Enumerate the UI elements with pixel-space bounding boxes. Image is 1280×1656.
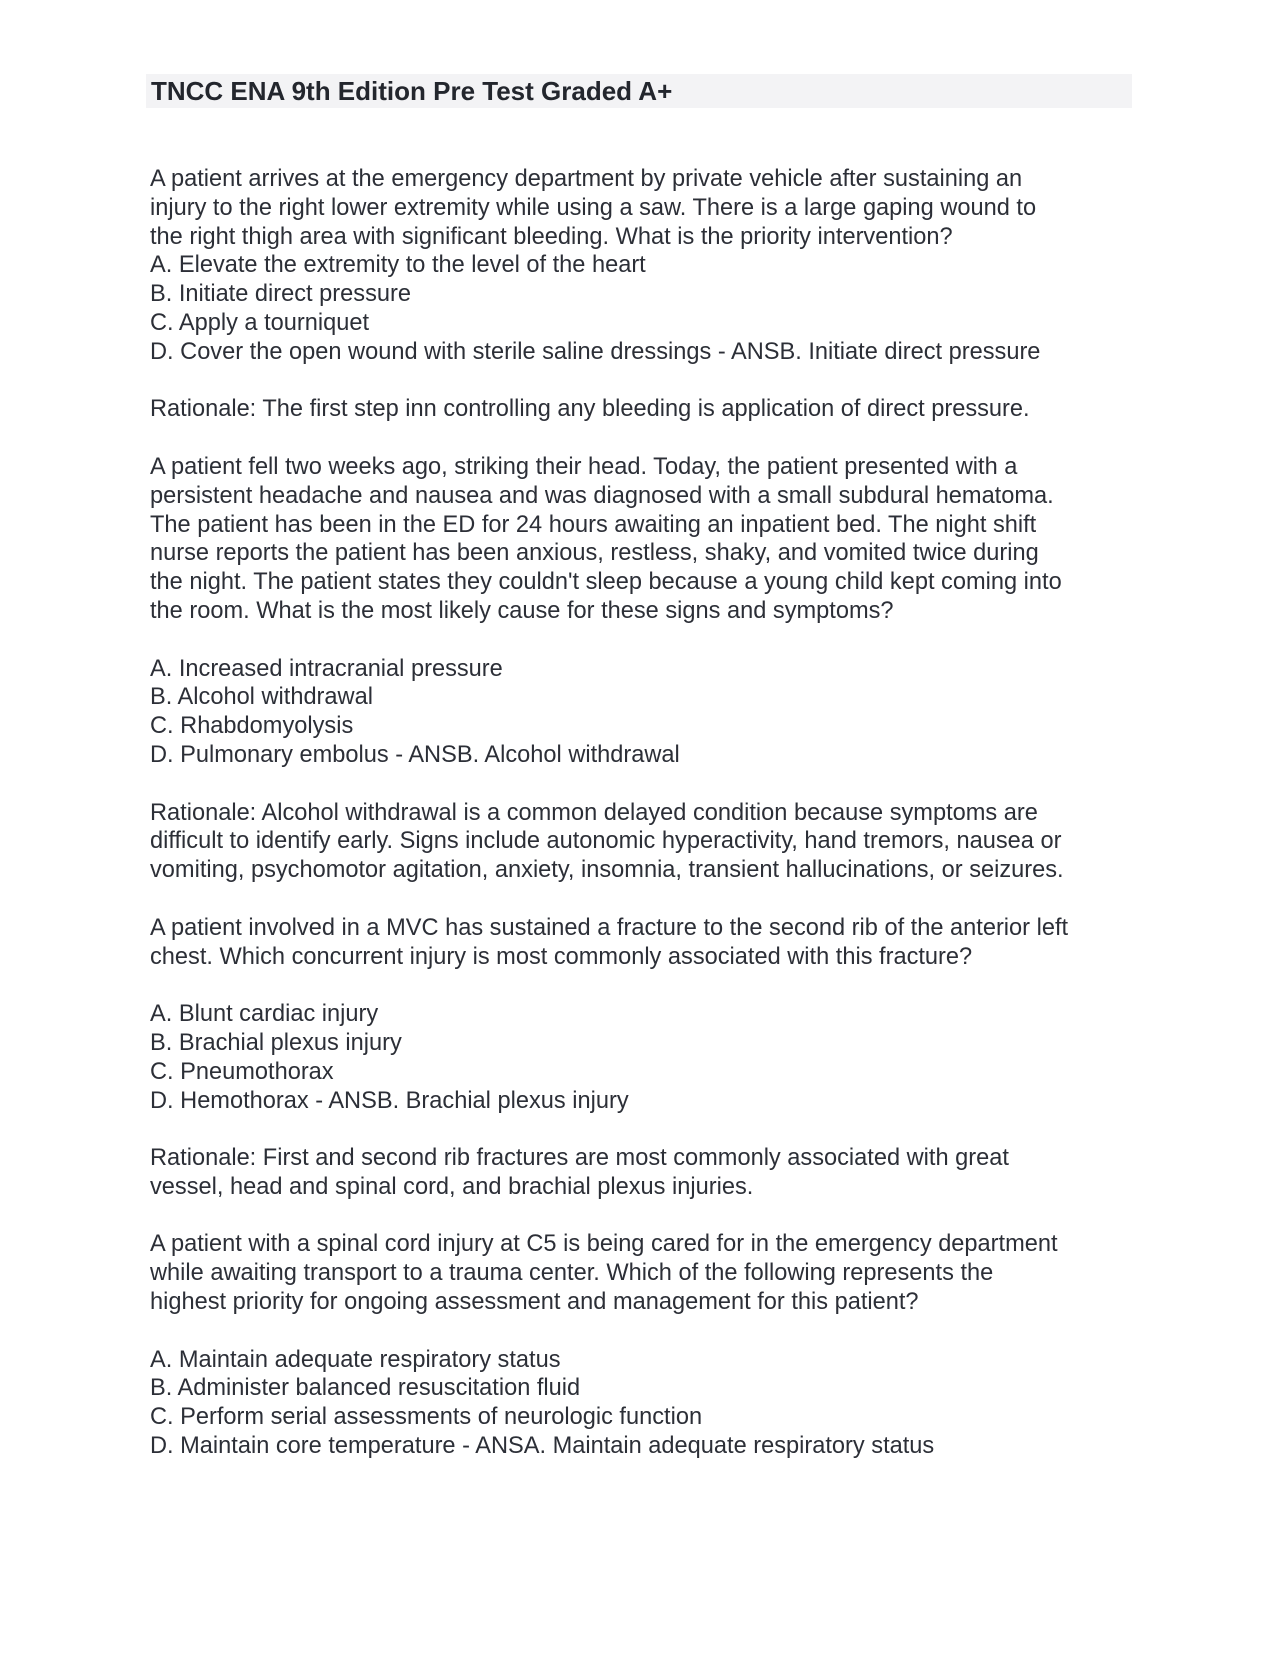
answer-option: A. Blunt cardiac injury <box>150 1001 379 1028</box>
text-line: the right thigh area with significant bleeding. What is the priority intervention? <box>150 223 953 250</box>
text-line: vessel, head and spinal cord, and brachial plexus injuries. <box>150 1173 754 1200</box>
text-line: Rationale: First and second rib fractures are most commonly associated with great <box>150 1145 1009 1172</box>
text-line: persistent headache and nausea and was diagnosed with a small subdural hematoma. <box>150 482 1054 509</box>
question-text <box>150 1230 1140 1316</box>
answer-option: D. Maintain core temperature - ANSA. Maintain adequate respiratory status <box>150 1433 935 1460</box>
text-line: A patient with a spinal cord injury at C5 is being cared for in the emergency department <box>150 1231 1058 1258</box>
text-line: A patient arrives at the emergency department by private vehicle after sustaining an <box>150 166 1023 192</box>
question-item <box>150 914 1140 1202</box>
answer-option: B. Initiate direct pressure <box>150 281 411 308</box>
text-line: injury to the right lower extremity while using a saw. There is a large gaping wound to <box>150 194 1037 221</box>
text-line: the room. What is the most likely cause for these signs and symptoms? <box>150 597 894 624</box>
answer-options <box>150 1346 1140 1461</box>
text-line: A patient fell two weeks ago, striking their head. Today, the patient presented with a <box>150 453 1018 480</box>
answer-option: C. Perform serial assessments of neurologic function <box>150 1404 703 1431</box>
document-body <box>150 165 1140 1490</box>
text-line: A patient involved in a MVC has sustained a fracture to the second rib of the anterior left <box>150 914 1069 941</box>
answer-option: D. Hemothorax - ANSB. Brachial plexus injury <box>150 1087 629 1114</box>
question-item <box>150 165 1140 424</box>
answer-option: C. Rhabdomyolysis <box>150 713 354 740</box>
text-line: highest priority for ongoing assessment and management for this patient? <box>150 1289 919 1316</box>
answer-option: D. Pulmonary embolus - ANSB. Alcohol withdrawal <box>150 741 680 768</box>
answer-option: C. Apply a tourniquet <box>150 309 370 336</box>
text-line: vomiting, psychomotor agitation, anxiety, insomnia, transient hallucinations, or seizures. <box>150 857 1064 884</box>
question-item <box>150 453 1140 885</box>
answer-option: C. Pneumothorax <box>150 1058 334 1085</box>
rationale-text <box>150 1144 1140 1202</box>
text-line: nurse reports the patient has been anxious, restless, shaky, and vomited twice during <box>150 540 1039 567</box>
answer-option: D. Cover the open wound with sterile saline dressings - ANSB. Initiate direct pressure <box>150 338 1041 365</box>
question-text <box>150 914 1140 972</box>
rationale-text <box>150 799 1140 885</box>
text-line: Rationale: The first step inn controlling any bleeding is application of direct pressure. <box>150 396 1030 423</box>
answer-option: B. Alcohol withdrawal <box>150 684 373 711</box>
text-line: Rationale: Alcohol withdrawal is a common delayed condition because symptoms are <box>150 799 1038 826</box>
text-line: while awaiting transport to a trauma center. Which of the following represents the <box>150 1260 994 1287</box>
question-text <box>150 165 1140 367</box>
question-item <box>150 1230 1140 1460</box>
question-text <box>150 453 1140 626</box>
rationale-text <box>150 395 1140 424</box>
answer-option: A. Elevate the extremity to the level of the heart <box>150 252 646 279</box>
text-line: The patient has been in the ED for 24 hours awaiting an inpatient bed. The night shift <box>150 511 1037 538</box>
answer-option: B. Brachial plexus injury <box>150 1029 402 1056</box>
answer-option: A. Maintain adequate respiratory status <box>150 1346 561 1373</box>
text-line: difficult to identify early. Signs include autonomic hyperactivity, hand tremors, nausea or <box>150 828 1062 855</box>
answer-options <box>150 1000 1140 1115</box>
text-line: the night. The patient states they couldn't sleep because a young child kept coming into <box>150 569 1062 596</box>
answer-options <box>150 655 1140 770</box>
text-line: chest. Which concurrent injury is most commonly associated with this fracture? <box>150 943 973 970</box>
document-title: TNCC ENA 9th Edition Pre Test Graded A+ <box>151 76 673 106</box>
answer-option: A. Increased intracranial pressure <box>150 655 503 682</box>
answer-option: B. Administer balanced resuscitation fluid <box>150 1375 581 1402</box>
